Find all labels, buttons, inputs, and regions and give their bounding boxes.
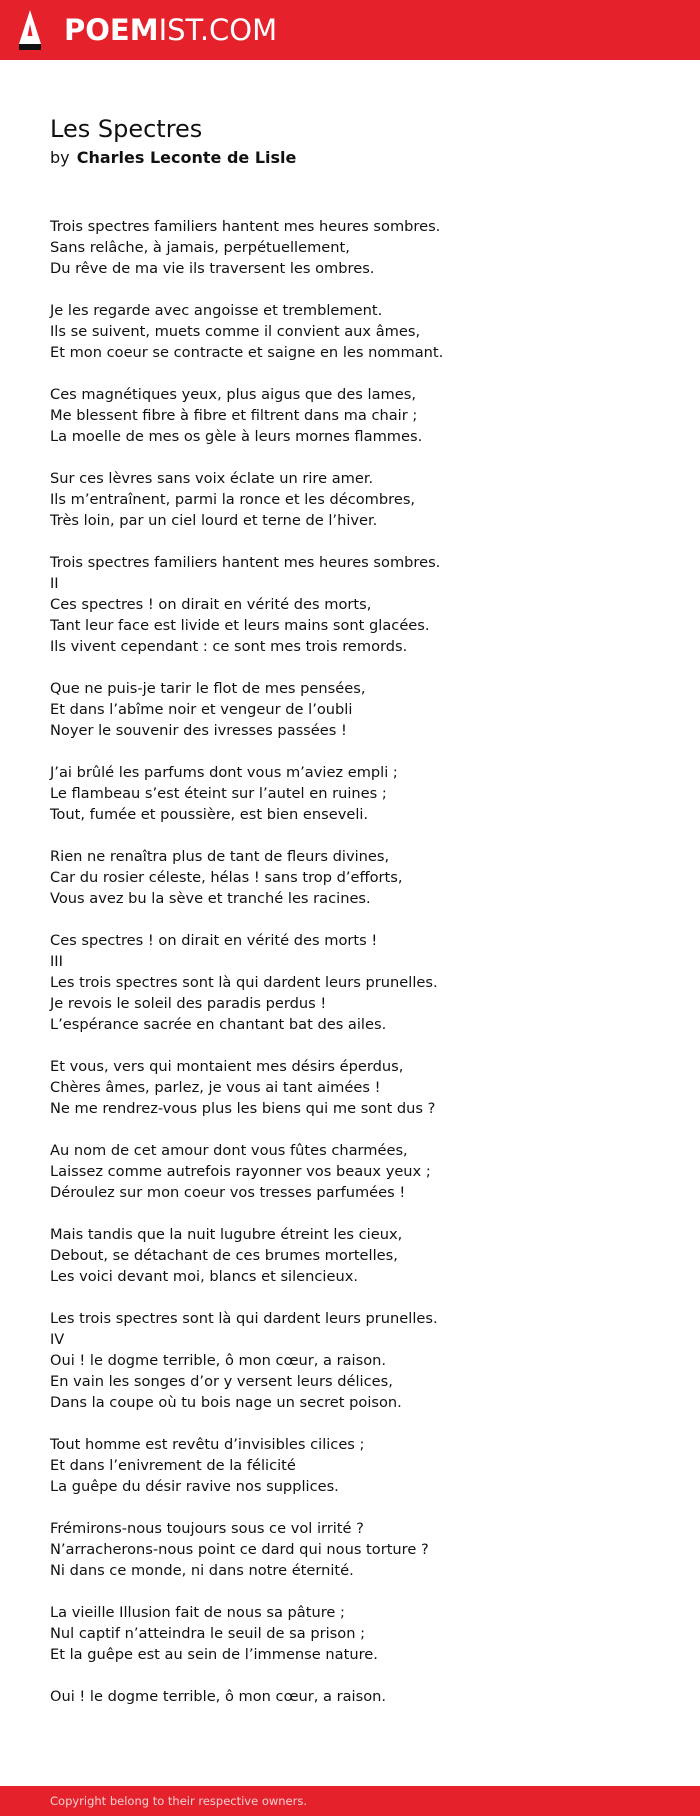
poem-line: Trois spectres familiers hantent mes heures sombres. — [50, 218, 441, 235]
poem-line: Debout, se détachant de ces brumes mortelles, — [50, 1247, 398, 1264]
poem-line: Sans relâche, à jamais, perpétuellement, — [50, 239, 350, 256]
poem-line: IV — [50, 1331, 65, 1348]
logo-text-light: IST.COM — [158, 13, 278, 47]
poem-line: Et vous, vers qui montaient mes désirs éperdus, — [50, 1058, 404, 1075]
poem-line: Oui ! le dogme terrible, ô mon cœur, a raison. — [50, 1352, 387, 1369]
poem-line: La moelle de mes os gèle à leurs mornes flammes. — [50, 428, 423, 445]
stanza — [50, 384, 670, 447]
poem-line: Ils vivent cependant : ce sont mes trois remords. — [50, 638, 408, 655]
poem-line: Me blessent fibre à fibre et filtrent dans ma chair ; — [50, 407, 418, 424]
poem-line: Les trois spectres sont là qui dardent leurs prunelles. — [50, 974, 438, 991]
poem-line: Ces magnétiques yeux, plus aigus que des lames, — [50, 386, 416, 403]
poem-line: Car du rosier céleste, hélas ! sans trop d’efforts, — [50, 869, 403, 886]
poem-line: Ils se suivent, muets comme il convient aux âmes, — [50, 323, 421, 340]
poem-line: Tout, fumée et poussière, est bien enseveli. — [50, 806, 369, 823]
poem-line: Et mon coeur se contracte et saigne en les nommant. — [50, 344, 444, 361]
by-label: by — [50, 148, 70, 167]
poem-line: Et dans l’enivrement de la félicité — [50, 1457, 296, 1474]
stanza — [50, 846, 670, 909]
logo-wordmark — [64, 10, 277, 50]
stanza — [50, 1686, 670, 1707]
poem-line: Mais tandis que la nuit lugubre étreint les cieux, — [50, 1226, 403, 1243]
stanza — [50, 1434, 670, 1497]
stanza — [50, 300, 670, 363]
poem-container — [50, 112, 670, 1728]
stanza — [50, 216, 670, 279]
stanza — [50, 1518, 670, 1581]
poem-line: Le flambeau s’est éteint sur l’autel en ruines ; — [50, 785, 387, 802]
poem-line: Tout homme est revêtu d’invisibles cilices ; — [50, 1436, 365, 1453]
poem-line: Ils m’entraînent, parmi la ronce et les décombres, — [50, 491, 416, 508]
poem-line: La guêpe du désir ravive nos supplices. — [50, 1478, 339, 1495]
poem-body — [50, 216, 670, 1707]
poem-line: Et la guêpe est au sein de l’immense nature. — [50, 1646, 378, 1663]
poem-line: Dans la coupe où tu bois nage un secret poison. — [50, 1394, 402, 1411]
author-name: Charles Leconte de Lisle — [76, 148, 297, 167]
stanza — [50, 1602, 670, 1665]
site-logo[interactable] — [18, 10, 277, 50]
byline — [50, 146, 670, 170]
stanza — [50, 1224, 670, 1287]
poem-line: Je revois le soleil des paradis perdus ! — [50, 995, 327, 1012]
poem-line: Rien ne renaîtra plus de tant de fleurs divines, — [50, 848, 390, 865]
poem-line: Tant leur face est livide et leurs mains sont glacées. — [50, 617, 430, 634]
stanza — [50, 552, 670, 657]
poem-line: N’arracherons-nous point ce dard qui nous torture ? — [50, 1541, 429, 1558]
poem-line: Oui ! le dogme terrible, ô mon cœur, a raison. — [50, 1688, 387, 1705]
poem-line: Ces spectres ! on dirait en vérité des morts, — [50, 596, 372, 613]
poem-line: Ces spectres ! on dirait en vérité des morts ! — [50, 932, 378, 949]
site-header — [0, 0, 700, 60]
poem-line: Je les regarde avec angoisse et tremblement. — [50, 302, 383, 319]
logo-text-bold: POEM — [64, 13, 159, 47]
stanza — [50, 468, 670, 531]
poem-line: Trois spectres familiers hantent mes heures sombres. — [50, 554, 441, 571]
poem-line: Du rêve de ma vie ils traversent les ombres. — [50, 260, 375, 277]
stanza — [50, 1308, 670, 1413]
poem-line: Noyer le souvenir des ivresses passées ! — [50, 722, 347, 739]
poem-line: Ne me rendrez-vous plus les biens qui me sont dus ? — [50, 1100, 436, 1117]
site-footer — [0, 1786, 700, 1816]
poem-line: Laissez comme autrefois rayonner vos beaux yeux ; — [50, 1163, 431, 1180]
poem-line: La vieille Illusion fait de nous sa pâture ; — [50, 1604, 345, 1621]
poem-line: II — [50, 575, 59, 592]
poem-title: Les Spectres — [50, 115, 203, 143]
poem-line: Les trois spectres sont là qui dardent leurs prunelles. — [50, 1310, 438, 1327]
stanza — [50, 762, 670, 825]
copyright-notice: Copyright belong to their respective owners. — [50, 1794, 308, 1808]
poem-line: Que ne puis-je tarir le flot de mes pensées, — [50, 680, 366, 697]
poem-line: Sur ces lèvres sans voix éclate un rire amer. — [50, 470, 374, 487]
pen-nib-icon — [18, 10, 42, 50]
poem-line: Vous avez bu la sève et tranché les racines. — [50, 890, 371, 907]
poem-line: Au nom de cet amour dont vous fûtes charmées, — [50, 1142, 408, 1159]
poem-line: Et dans l’abîme noir et vengeur de l’oubli — [50, 701, 353, 718]
poem-line: Frémirons-nous toujours sous ce vol irrité ? — [50, 1520, 364, 1537]
poem-line: Chères âmes, parlez, je vous ai tant aimées ! — [50, 1079, 381, 1096]
stanza — [50, 1056, 670, 1119]
poem-line: Très loin, par un ciel lourd et terne de l’hiver. — [50, 512, 378, 529]
stanza — [50, 678, 670, 741]
poem-line: L’espérance sacrée en chantant bat des ailes. — [50, 1016, 387, 1033]
poem-line: En vain les songes d’or y versent leurs délices, — [50, 1373, 393, 1390]
stanza — [50, 1140, 670, 1203]
stanza — [50, 930, 670, 1035]
poem-line: Déroulez sur mon coeur vos tresses parfumées ! — [50, 1184, 406, 1201]
poem-line: Ni dans ce monde, ni dans notre éternité. — [50, 1562, 354, 1579]
poem-line: Les voici devant moi, blancs et silencieux. — [50, 1268, 358, 1285]
poem-line: III — [50, 953, 63, 970]
poem-line: Nul captif n’atteindra le seuil de sa prison ; — [50, 1625, 366, 1642]
poem-line: J’ai brûlé les parfums dont vous m’aviez empli ; — [50, 764, 398, 781]
